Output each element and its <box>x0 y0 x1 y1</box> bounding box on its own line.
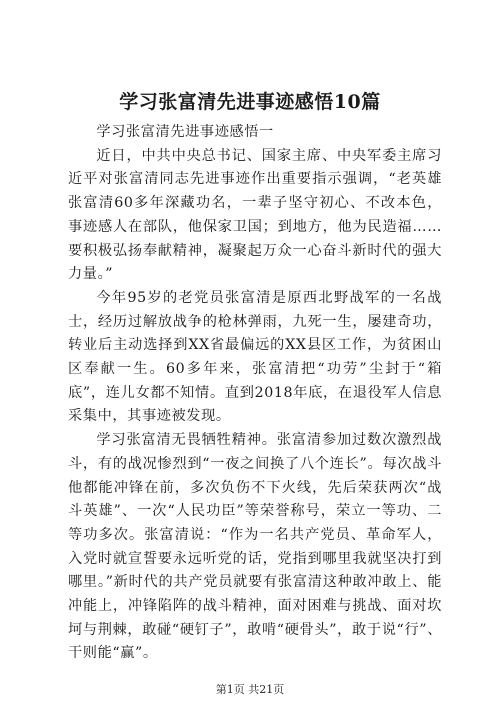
document-body <box>68 121 442 666</box>
paragraph: 学习张富清无畏牺牲精神。张富清参加过数次激烈战斗，有的战况惨烈到“一夜之间换了八个连长”。每次战斗他都能冲锋在前，多次负伤不下火线，先后荣获两次“战斗英雄”、一次“人民功臣”等荣誉称号，荣立一等功、二等功多次。张富清说：“作为一名共产党员、革命军人，入党时就宣誓要永远听党的话，党指到哪里我就坚决打到哪里。”新时代的共产党员就要有张富清这种敢冲敢上、能冲能上，冲锋陷阵的战斗精神，面对困难与挑战、面对坎坷与荆棘，敢碰“硬钉子”，敢啃“硬骨头”，敢于说“行”、干则能“赢”。 <box>68 432 442 662</box>
document-title: 学习张富清先进事迹感悟10篇 <box>119 91 381 113</box>
page-number-footer: 第1页 共21页 <box>215 683 285 696</box>
paragraph: 近日，中共中央总书记、国家主席、中央军委主席习近平对张富清同志先进事迹作出重要指示强调，“老英雄张富清60多年深藏功名，一辈子坚守初心、不改本色，事迹感人在部队，他保家卫国；到地方，他为民造福……要积极弘扬奉献精神，凝聚起万众一心奋斗新时代的强大力量。” <box>68 147 442 283</box>
section-heading: 学习张富清先进事迹感悟一 <box>96 124 274 140</box>
paragraph: 今年95岁的老党员张富清是原西北野战军的一名战士，经历过解放战争的枪林弹雨，九死一生，屡建奇功，转业后主动选择到XX省最偏远的XX县区工作，为贫困山区奉献一生。60多年来，张富清把“功劳”尘封于“箱底”，连儿女都不知情。直到2018年底，在退役军人信息采集中，其事迹被发现。 <box>68 289 442 425</box>
